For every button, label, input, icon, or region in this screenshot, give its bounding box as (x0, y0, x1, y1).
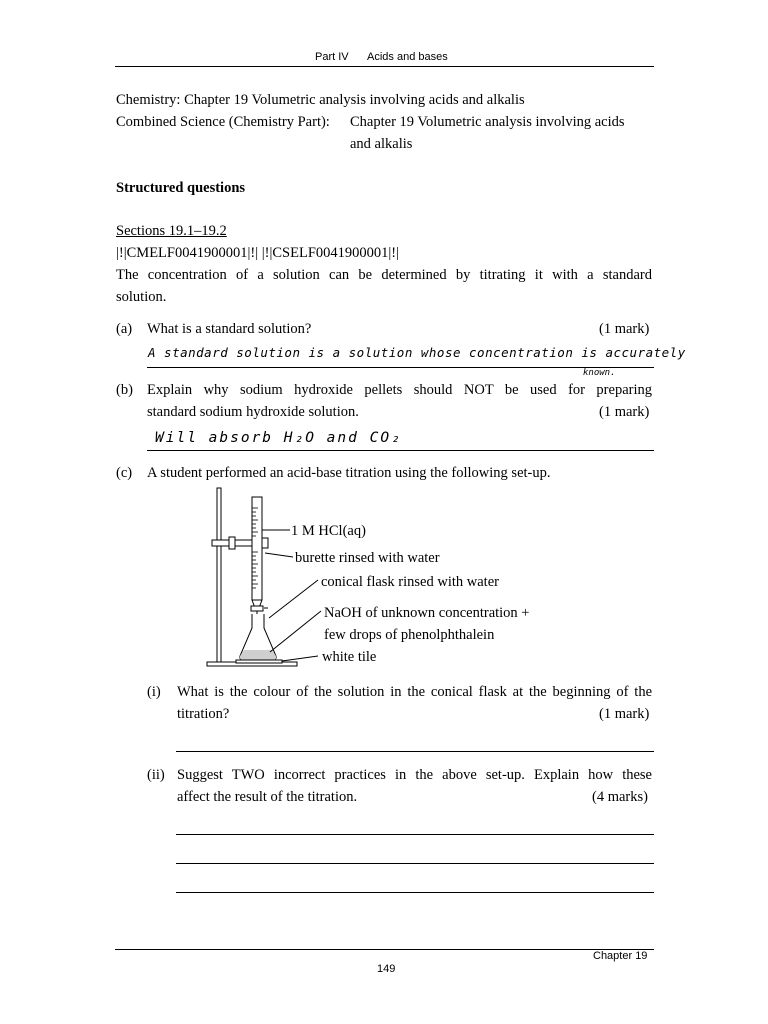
q-a-label: (a) (116, 321, 133, 337)
q-b-label: (b) (116, 382, 133, 398)
burette (252, 497, 262, 600)
page-number: 149 (377, 963, 396, 975)
stopcock (251, 606, 263, 611)
q-a-marks: (1 mark) (599, 321, 650, 337)
q-c-ii-text-line2: affect the result of the titration. (177, 789, 358, 805)
q-c-ii-marks: (4 marks) (592, 789, 648, 805)
intro-line-combined-chapter: Chapter 19 Volumetric analysis involving acids (350, 114, 625, 130)
section-title: Sections 19.1–19.2 (116, 223, 227, 239)
label-naoh-line1: NaOH of unknown concentration + (324, 605, 530, 621)
label-hcl: 1 M HCl(aq) (291, 523, 366, 539)
label-burette: burette rinsed with water (295, 550, 440, 566)
q-c-ii-text-line1: Suggest TWO incorrect practices in the above set-up. Explain how these (177, 767, 652, 783)
q-b-text-line1: Explain why sodium hydroxide pellets should NOT be used for preparing (147, 382, 652, 398)
stand-rod (217, 488, 221, 662)
q-a-text: What is a standard solution? (147, 321, 312, 337)
q-c-label: (c) (116, 465, 133, 481)
intro-line-chemistry: Chemistry: Chapter 19 Volumetric analysis involving acids and alkalis (116, 92, 525, 108)
q-c-i-marks: (1 mark) (599, 706, 650, 722)
structured-questions-heading: Structured questions (116, 180, 246, 196)
question-codes: |!|CMELF0041900001|!| |!|CSELF0041900001|!| (116, 245, 400, 261)
q-c-i-answer-line (176, 751, 654, 752)
header-topic: Acids and bases (367, 51, 448, 63)
label-naoh-line2: few drops of phenolphthalein (324, 627, 495, 643)
q-b-marks: (1 mark) (599, 404, 650, 420)
q-c-ii-answer-line-2 (176, 863, 654, 864)
label-flask: conical flask rinsed with water (321, 574, 499, 590)
q-c-ii-answer-line-3 (176, 892, 654, 893)
label-white-tile: white tile (322, 649, 377, 665)
question-stem-line2: solution. (116, 289, 167, 305)
q-a-handwritten-answer: A standard solution is a solution whose concentration is accurately (148, 345, 686, 360)
intro-line-combined-science: Combined Science (Chemistry Part): (116, 114, 330, 130)
footer-chapter: Chapter 19 (593, 950, 648, 962)
white-tile (236, 660, 282, 663)
footer-rule (115, 949, 654, 950)
q-c-ii-answer-line-1 (176, 834, 654, 835)
q-b-handwritten-answer: Will absorb H₂O and CO₂ (155, 430, 402, 446)
question-stem-line1: The concentration of a solution can be determined by titrating it with a standard (116, 267, 652, 283)
q-b-text-line2: standard sodium hydroxide solution. (147, 404, 359, 420)
q-a-handwritten-answer-cont: known. (583, 368, 616, 378)
q-c-i-text-line2: titration? (177, 706, 230, 722)
q-c-ii-label: (ii) (147, 767, 165, 783)
q-c-i-label: (i) (147, 684, 161, 700)
intro-line-alkalis: and alkalis (350, 136, 413, 152)
q-c-text: A student performed an acid-base titration using the following set-up. (147, 465, 551, 481)
header-part: Part IV (315, 51, 349, 63)
q-c-i-text-line1: What is the colour of the solution in the conical flask at the beginning of the (177, 684, 652, 700)
